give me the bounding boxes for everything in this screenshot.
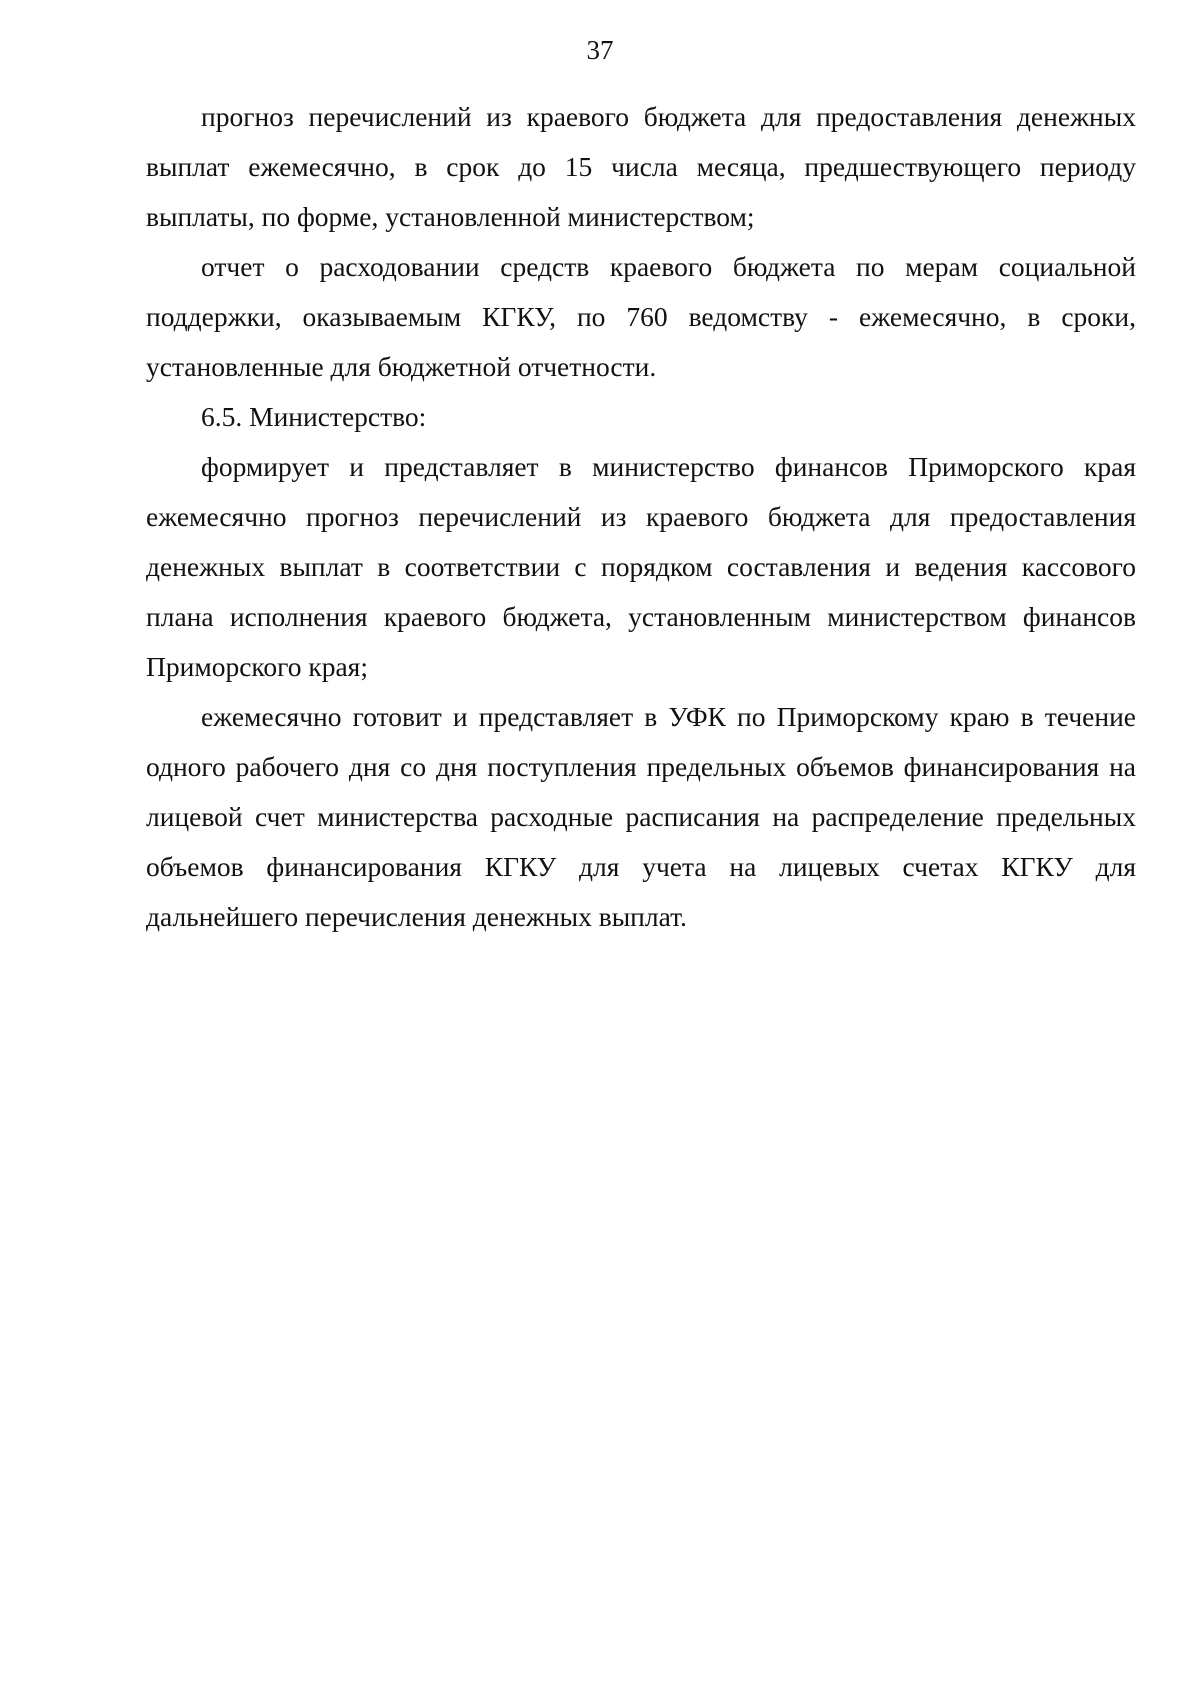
document-body	[146, 92, 1136, 942]
paragraph-forecast: прогноз перечислений из краевого бюджета для предоставления денежных выплат ежемесячно, в срок до 15 числа месяца, предшествующего периоду выплаты, по форме, установленной министерством;	[146, 101, 1136, 232]
paragraph-ministry-schedules: ежемесячно готовит и представляет в УФК по Приморскому краю в течение одного рабочего дня со дня поступления предельных объемов финансирования на лицевой счет министерства расходные расписания на распределение предельных объемов финансирования КГКУ для учета на лицевых счетах КГКУ для дальнейшего перечисления денежных выплат.	[146, 701, 1136, 932]
paragraph-report: отчет о расходовании средств краевого бюджета по мерам социальной поддержки, оказываемым КГКУ, по 760 ведомству - ежемесячно, в сроки, установленные для бюджетной отчетности.	[146, 251, 1136, 382]
page-number: 37	[586, 35, 614, 65]
paragraph-ministry-forecast: формирует и представляет в министерство финансов Приморского края ежемесячно прогноз перечислений из краевого бюджета для предоставления денежных выплат в соответствии с порядком составления и ведения кассового плана исполнения краевого бюджета, установленным министерством финансов Приморского края;	[146, 451, 1136, 682]
section-heading-6-5: 6.5. Министерство:	[201, 401, 427, 432]
